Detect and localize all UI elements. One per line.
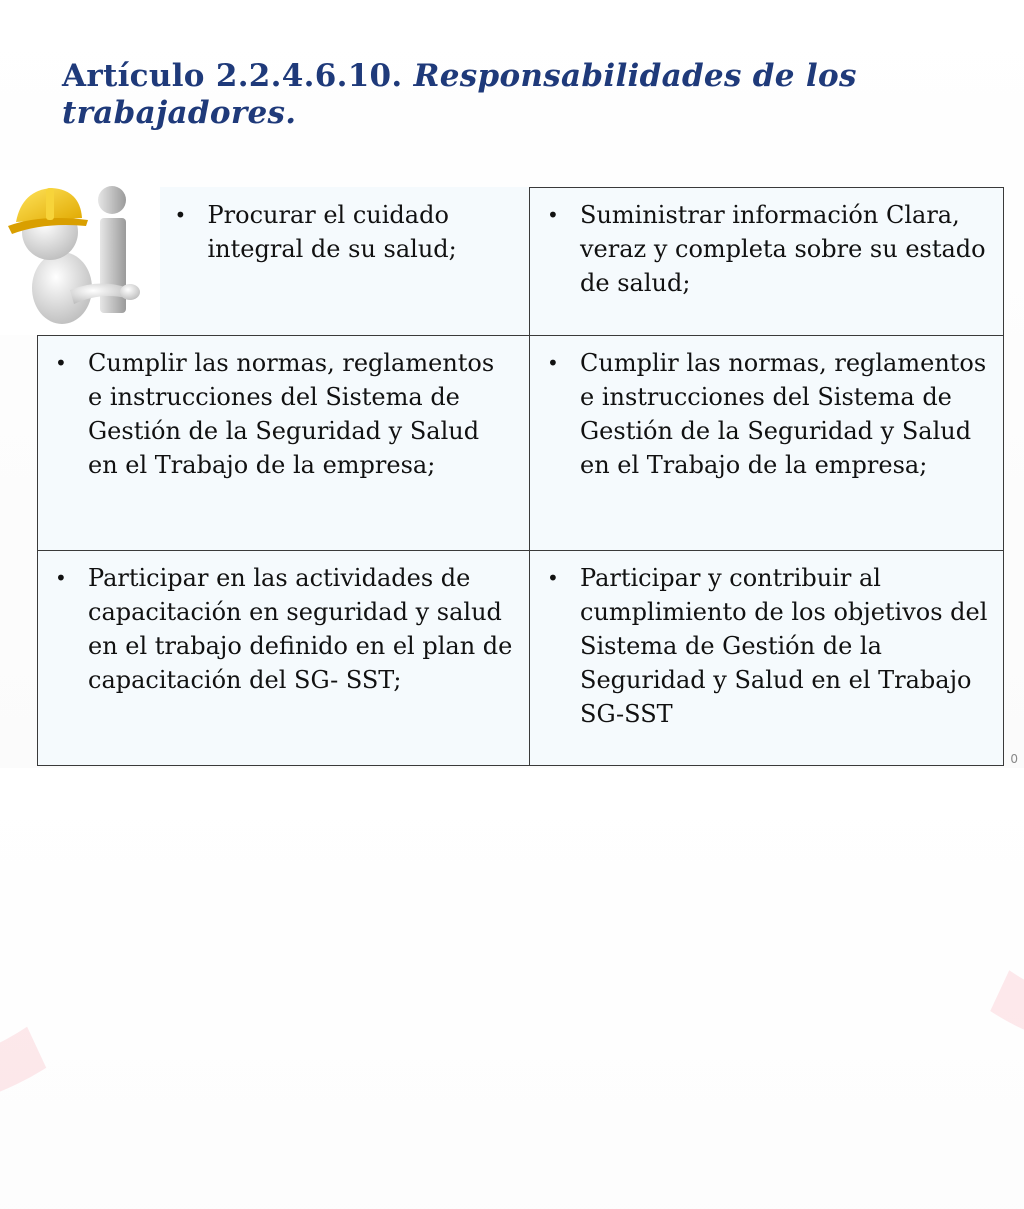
slide-title [62, 58, 942, 132]
table-row [38, 188, 1004, 336]
worker-helmet-figure [0, 170, 160, 335]
bullet-icon: • [55, 566, 67, 590]
list-item: • Procurar el cuidado integral de su salud; [208, 198, 516, 266]
table-cell [38, 551, 530, 766]
bullet-icon: • [547, 351, 559, 375]
table-row [38, 551, 1004, 766]
table-cell [38, 336, 530, 551]
table-row [38, 336, 1004, 551]
page-number: 0 [1010, 752, 1018, 766]
worker-helmet-icon [0, 170, 160, 335]
table-cell [530, 188, 1004, 336]
title-article-number: Artículo 2.2.4.6.10. [62, 58, 403, 94]
list-item: • Suministrar información Clara, veraz y completa sobre su estado de salud; [580, 198, 989, 300]
list-item: • Cumplir las normas, reglamentos e instrucciones del Sistema de Gestión de la Seguridad y Salud en el Trabajo de la empresa; [88, 346, 515, 482]
responsibilities-table [37, 187, 1004, 766]
bullet-icon: • [547, 203, 559, 227]
list-item: • Cumplir las normas, reglamentos e instrucciones del Sistema de Gestión de la Seguridad y Salud en el Trabajo de la empresa; [580, 346, 989, 482]
list-item: • Participar en las actividades de capacitación en seguridad y salud en el trabajo definido en el plan de capacitación del SG- SST; [88, 561, 515, 697]
table-cell [530, 336, 1004, 551]
bullet-icon: • [174, 202, 187, 227]
bullet-icon: • [547, 566, 559, 590]
title-subject: Responsabilidades de los trabajadores. [62, 58, 857, 131]
bullet-icon: • [55, 351, 67, 375]
list-item: • Participar y contribuir al cumplimiento de los objetivos del Sistema de Gestión de la Seguridad y Salud en el Trabajo SG-SST [580, 561, 989, 731]
table-cell [530, 551, 1004, 766]
